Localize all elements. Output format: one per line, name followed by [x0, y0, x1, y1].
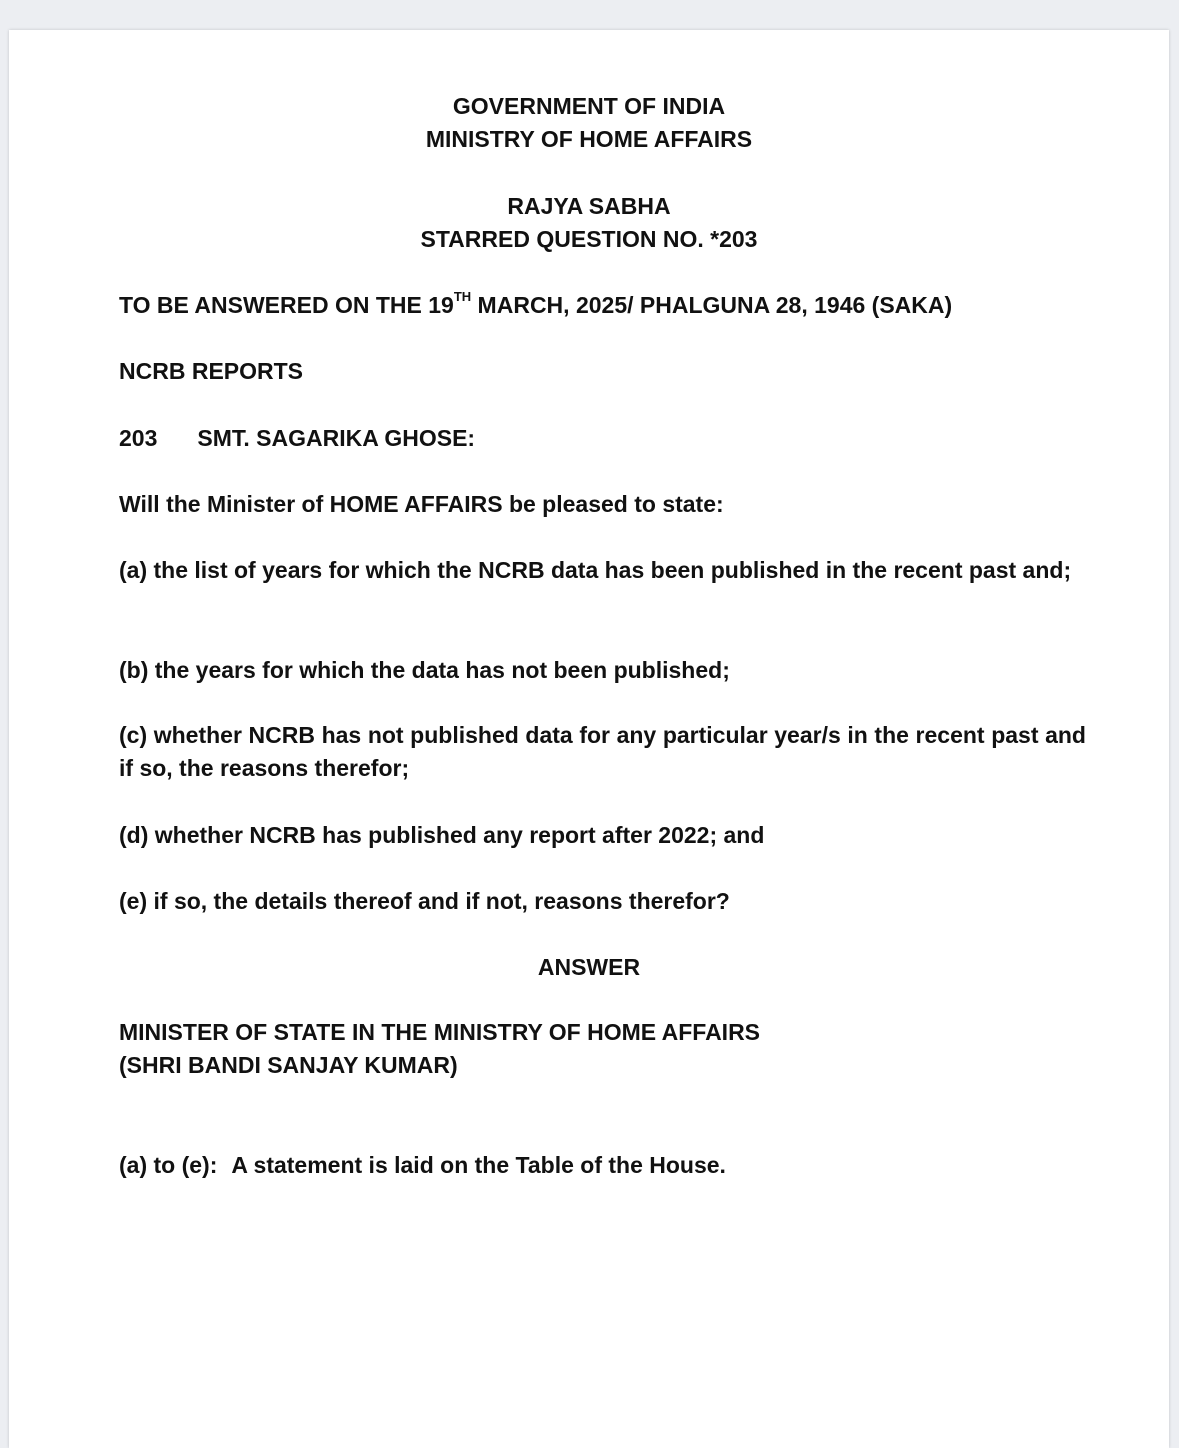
answer-statement	[119, 1151, 726, 1179]
answer-date-prefix: TO BE ANSWERED ON THE 19	[119, 292, 454, 318]
member-name: SMT. SAGARIKA GHOSE:	[197, 425, 476, 451]
answer-text: A statement is laid on the Table of the House.	[231, 1152, 726, 1178]
question-intro: Will the Minister of HOME AFFAIRS be pleased to state:	[119, 491, 724, 517]
subject-title: NCRB REPORTS	[119, 358, 304, 384]
question-part-e: (e) if so, the details thereof and if not, reasons therefor?	[119, 888, 730, 914]
answer-date-superscript: TH	[453, 289, 472, 305]
question-part-b: (b) the years for which the data has not been published;	[119, 657, 730, 683]
document-page	[9, 30, 1169, 1448]
question-part-c: (c) whether NCRB has not published data for any particular year/s in the recent past and if so, the reasons therefor;	[119, 722, 1086, 781]
question-part-d: (d) whether NCRB has published any report after 2022; and	[119, 822, 765, 848]
question-member-line	[119, 424, 475, 452]
header-government: GOVERNMENT OF INDIA	[452, 93, 726, 119]
answer-label: (a) to (e):	[119, 1152, 218, 1178]
answer-heading: ANSWER	[537, 954, 641, 980]
question-number: 203	[119, 425, 158, 451]
minister-title: MINISTER OF STATE IN THE MINISTRY OF HOME AFFAIRS	[119, 1019, 761, 1045]
answer-date-suffix: MARCH, 2025/ PHALGUNA 28, 1946 (SAKA)	[471, 292, 953, 318]
minister-name: (SHRI BANDI SANJAY KUMAR)	[119, 1052, 458, 1078]
header-house: RAJYA SABHA	[507, 193, 671, 219]
question-part-a: (a) the list of years for which the NCRB data has been published in the recent past and;	[119, 557, 1072, 583]
header-question-number: STARRED QUESTION NO. *203	[420, 226, 758, 252]
header-ministry: MINISTRY OF HOME AFFAIRS	[425, 126, 753, 152]
answer-date-line	[119, 291, 952, 319]
